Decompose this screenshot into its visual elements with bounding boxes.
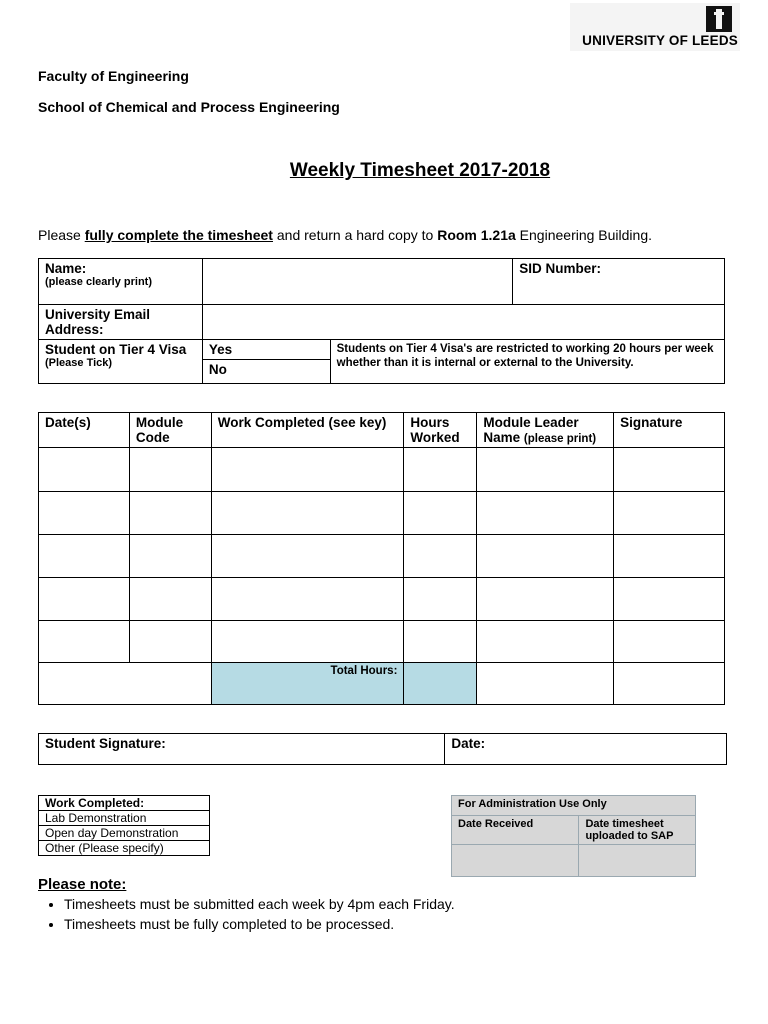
visa-hint: (Please Tick): [45, 357, 113, 369]
module-code-cell[interactable]: [129, 492, 211, 535]
total-blank-cell: [39, 663, 212, 705]
name-label-cell: [39, 259, 203, 305]
module-code-cell[interactable]: [129, 535, 211, 578]
signature-cell[interactable]: [614, 448, 725, 492]
work-table-header: [39, 413, 725, 448]
hours-cell[interactable]: [404, 621, 477, 663]
table-row: [39, 492, 725, 535]
student-signature-table: [38, 733, 727, 765]
header-module-code: Module Code: [129, 413, 211, 448]
header-module-leader: [477, 413, 614, 448]
visa-restriction-note: Students on Tier 4 Visa's are restricted to working 20 hours per week whether than it is internal or external to the University.: [330, 340, 724, 384]
header-module-leader-label: Module Leader Name: [483, 415, 579, 445]
name-field[interactable]: [202, 259, 512, 305]
work-completed-cell[interactable]: [211, 578, 404, 621]
header-hours-worked: Hours Worked: [404, 413, 477, 448]
university-crest-icon: [706, 6, 732, 32]
module-leader-cell[interactable]: [477, 448, 614, 492]
notes-title: Please note:: [38, 876, 127, 893]
instructions-prefix: Please: [38, 227, 85, 243]
table-row: [39, 621, 725, 663]
hours-cell[interactable]: [404, 448, 477, 492]
instructions-room: Room 1.21a: [437, 227, 516, 243]
name-hint: (please clearly print): [45, 276, 152, 288]
date-cell[interactable]: [39, 578, 130, 621]
admin-date-received-label: Date Received: [452, 816, 579, 845]
university-logo-text: UNIVERSITY OF LEEDS: [582, 33, 738, 48]
admin-title: For Administration Use Only: [452, 796, 696, 816]
work-key-item: Open day Demonstration: [39, 826, 210, 841]
module-code-cell[interactable]: [129, 448, 211, 492]
work-completed-cell[interactable]: [211, 448, 404, 492]
work-key-table: [38, 795, 210, 856]
admin-date-uploaded-label: Date timesheet uploaded to SAP: [579, 816, 696, 845]
header-work-completed: Work Completed (see key): [211, 413, 404, 448]
signature-cell[interactable]: [614, 578, 725, 621]
work-key-item: Other (Please specify): [39, 841, 210, 856]
instructions-emphasis: fully complete the timesheet: [84, 227, 273, 243]
module-leader-cell[interactable]: [477, 535, 614, 578]
total-hours-value[interactable]: [404, 663, 477, 705]
visa-yes-option[interactable]: Yes: [202, 340, 330, 360]
work-completed-cell[interactable]: [211, 621, 404, 663]
signature-cell[interactable]: [614, 621, 725, 663]
name-label: Name:: [45, 261, 87, 276]
student-signature-label: Student Signature:: [45, 736, 166, 751]
total-leader-cell: [477, 663, 614, 705]
table-row: [39, 448, 725, 492]
date-cell[interactable]: [39, 621, 130, 663]
student-date-field[interactable]: [445, 734, 727, 765]
table-row: [39, 578, 725, 621]
list-item: • Timesheets must be submitted each week by 4pm each Friday.: [64, 896, 455, 912]
header-dates: Date(s): [39, 413, 130, 448]
list-item: • Timesheets must be fully completed to be processed.: [64, 916, 455, 932]
date-cell[interactable]: [39, 448, 130, 492]
visa-label-cell: [39, 340, 203, 384]
sid-field[interactable]: [513, 259, 725, 305]
school-name: School of Chemical and Process Engineering: [38, 99, 340, 115]
date-cell[interactable]: [39, 492, 130, 535]
notes-list: [24, 896, 455, 936]
header-signature: Signature: [614, 413, 725, 448]
table-row: [39, 535, 725, 578]
signature-cell[interactable]: [614, 492, 725, 535]
email-label: University Email Address:: [39, 305, 203, 340]
total-signature-cell: [614, 663, 725, 705]
module-code-cell[interactable]: [129, 621, 211, 663]
student-date-label: Date:: [451, 736, 486, 751]
module-leader-cell[interactable]: [477, 578, 614, 621]
student-signature-field[interactable]: [39, 734, 445, 765]
admin-date-received-field[interactable]: [452, 845, 579, 877]
instructions-middle: and return a hard copy to: [272, 227, 438, 243]
instructions-text: [38, 227, 652, 243]
work-key-title: Work Completed:: [39, 796, 210, 811]
work-table: [38, 412, 725, 705]
hours-cell[interactable]: [404, 535, 477, 578]
work-completed-cell[interactable]: [211, 535, 404, 578]
faculty-name: Faculty of Engineering: [38, 68, 189, 84]
visa-no-option[interactable]: No: [202, 360, 330, 384]
instructions-suffix: Engineering Building.: [515, 227, 653, 243]
module-leader-cell[interactable]: [477, 621, 614, 663]
work-completed-cell[interactable]: [211, 492, 404, 535]
student-details-table: [38, 258, 725, 384]
date-cell[interactable]: [39, 535, 130, 578]
header-module-leader-hint: (please print): [523, 433, 597, 445]
total-row: [39, 663, 725, 705]
visa-label: Student on Tier 4 Visa: [45, 342, 187, 357]
hours-cell[interactable]: [404, 578, 477, 621]
admin-table: [451, 795, 696, 877]
page-title: Weekly Timesheet 2017-2018: [289, 160, 551, 181]
work-key-item: Lab Demonstration: [39, 811, 210, 826]
hours-cell[interactable]: [404, 492, 477, 535]
module-code-cell[interactable]: [129, 578, 211, 621]
total-hours-label: Total Hours:: [211, 663, 404, 705]
sid-label: SID Number:: [519, 261, 602, 276]
email-field[interactable]: [202, 305, 724, 340]
signature-cell[interactable]: [614, 535, 725, 578]
module-leader-cell[interactable]: [477, 492, 614, 535]
admin-date-uploaded-field[interactable]: [579, 845, 696, 877]
